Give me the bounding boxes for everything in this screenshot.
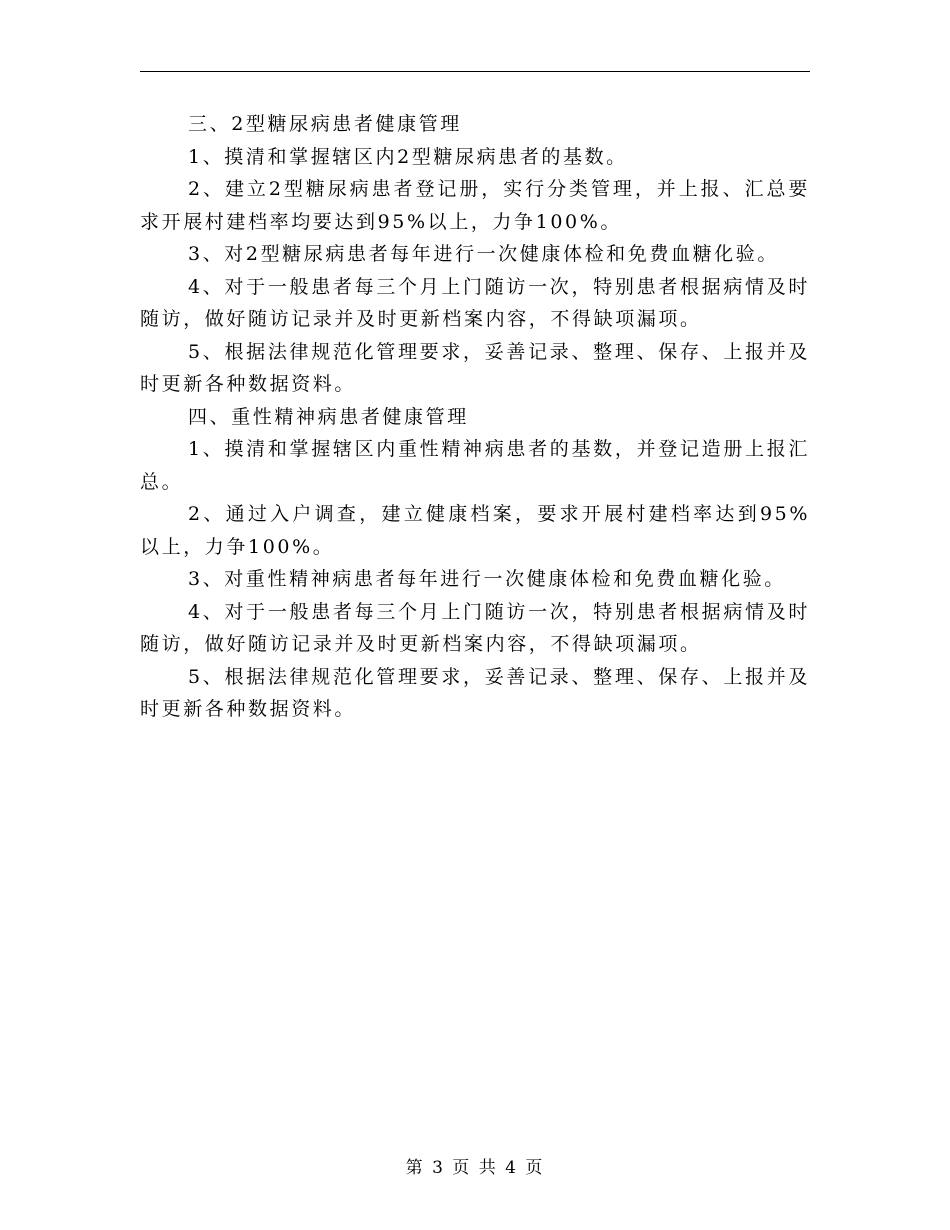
page-number-footer: 第 3 页 共 4 页 xyxy=(405,1158,545,1178)
paragraph: 2、通过入户调查，建立健康档案，要求开展村建档率达到95%以上，力争100%。 xyxy=(140,503,810,558)
section-heading-diabetes: 三、2型糖尿病患者健康管理 xyxy=(188,113,462,135)
section-heading-mental-health: 四、重性精神病患者健康管理 xyxy=(188,405,469,428)
paragraph: 3、对2型糖尿病患者每年进行一次健康体检和免费血糖化验。 xyxy=(188,243,779,265)
paragraph: 4、对于一般患者每三个月上门随访一次，特别患者根据病情及时随访，做好随访记录并及时更新档案内容，不得缺项漏项。 xyxy=(140,600,810,655)
paragraph: 1、摸清和掌握辖区内重性精神病患者的基数，并登记造册上报汇总。 xyxy=(140,438,810,493)
paragraph: 4、对于一般患者每三个月上门随访一次，特别患者根据病情及时随访，做好随访记录并及时更新档案内容，不得缺项漏项。 xyxy=(140,275,810,330)
paragraph: 5、根据法律规范化管理要求，妥善记录、整理、保存、上报并及时更新各种数据资料。 xyxy=(140,340,810,395)
document-body xyxy=(140,108,810,726)
paragraph: 3、对重性精神病患者每年进行一次健康体检和免费血糖化验。 xyxy=(188,568,786,590)
paragraph: 2、建立2型糖尿病患者登记册，实行分类管理，并上报、汇总要求开展村建档率均要达到95%以上，力争100%。 xyxy=(140,178,810,233)
paragraph: 5、根据法律规范化管理要求，妥善记录、整理、保存、上报并及时更新各种数据资料。 xyxy=(140,665,810,720)
header-rule xyxy=(140,71,810,72)
paragraph: 1、摸清和掌握辖区内2型糖尿病患者的基数。 xyxy=(188,145,628,168)
